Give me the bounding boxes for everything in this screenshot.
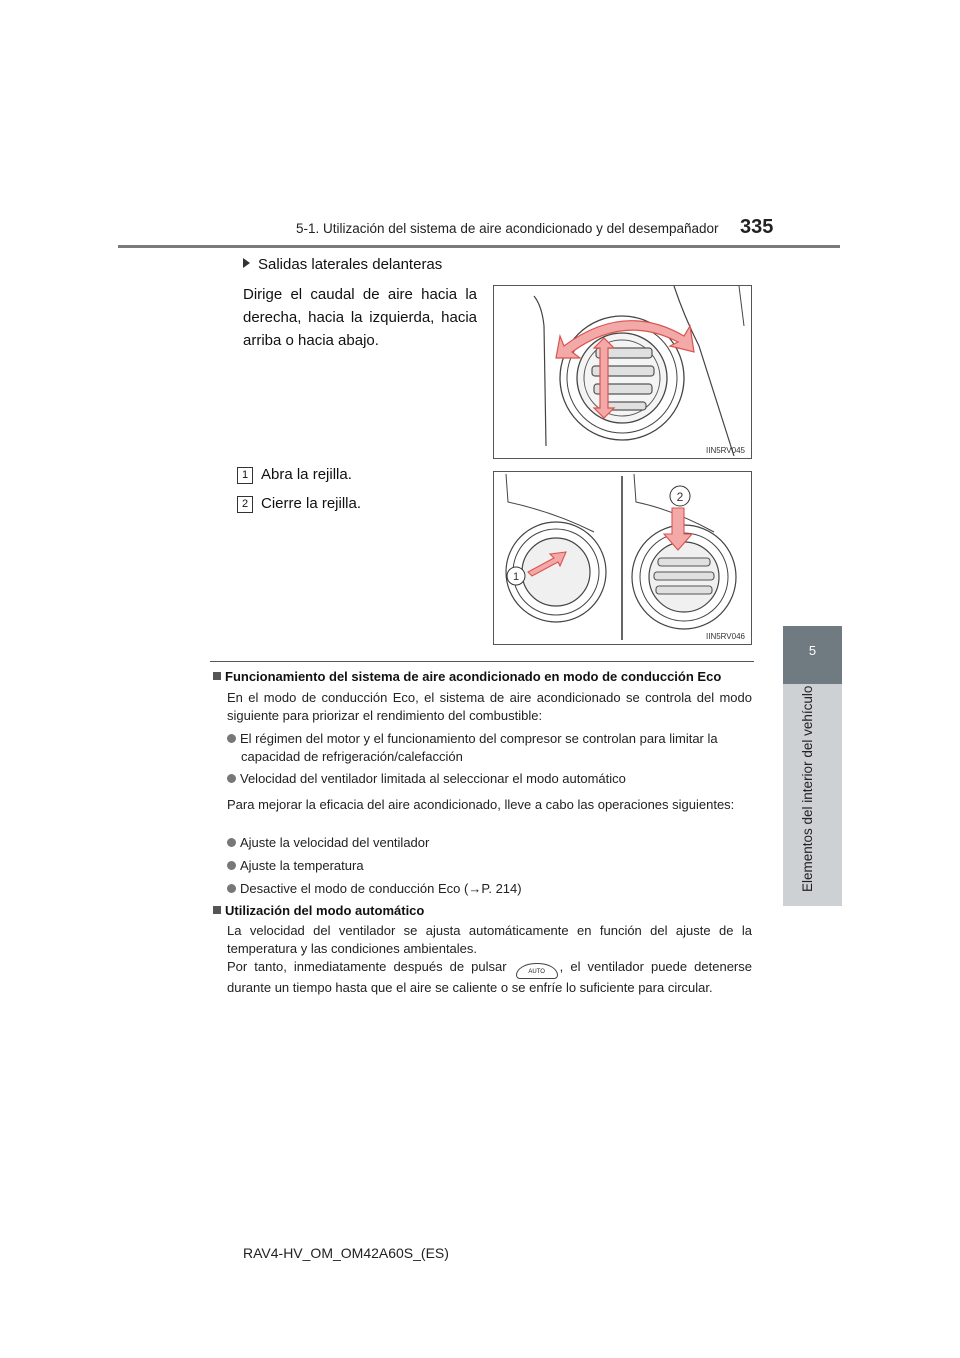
eco-intro: En el modo de conducción Eco, el sistema de aire acondicionado se controla del modo siguiente para priorizar el rendimiento del combustible: <box>227 690 752 723</box>
eco-improve: Para mejorar la eficacia del aire acondicionado, lleve a cabo las operaciones siguientes: <box>227 797 735 812</box>
bullet-dot-icon <box>227 861 236 870</box>
eco-bullet: El régimen del motor y el funcionamiento del compresor se controlan para limitar la capacidad de refrigeración/calefacción <box>227 730 766 766</box>
page-number: 335 <box>740 216 774 238</box>
step-close: 2 Cierre la rejilla. <box>237 495 361 513</box>
figure-code: IIN5RV045 <box>706 446 745 455</box>
step-open: 1 Abra la rejilla. <box>237 466 352 484</box>
eco-action: Desactive el modo de conducción Eco (→P. 214) <box>227 880 522 898</box>
eco-action: Ajuste la temperatura <box>227 857 364 875</box>
auto-text: La velocidad del ventilador se ajusta automáticamente en función del ajuste de la temperatura y las condiciones ambientales. <box>227 923 752 956</box>
document-code: RAV4-HV_OM_OM42A60S_(ES) <box>243 1245 449 1261</box>
square-bullet-icon <box>213 672 221 680</box>
eco-bullet: Velocidad del ventilador limitada al seleccionar el modo automático <box>227 770 752 788</box>
bullet-dot-icon <box>227 884 236 893</box>
vents-heading: Salidas laterales delanteras <box>243 256 442 273</box>
vent-direction-illustration <box>494 286 751 458</box>
figure-code: IIN5RV046 <box>706 632 745 641</box>
section-title: 5-1. Utilización del sistema de aire acondicionado y del desempañador <box>296 221 719 236</box>
auto-text-2: Por tanto, inmediatamente después de pulsar AUTO , el ventilador puede detenerse durante un tiempo hasta que el aire se caliente o se enfríe lo suficiente para circular. <box>227 959 752 995</box>
svg-text:1: 1 <box>512 571 520 583</box>
svg-text:2: 2 <box>676 490 684 504</box>
figure-vent-direction <box>493 285 752 459</box>
chapter-label: Elementos del interior del vehículo <box>800 685 815 892</box>
eco-heading: Funcionamiento del sistema de aire acondicionado en modo de conducción Eco <box>213 669 721 684</box>
square-bullet-icon <box>213 906 221 914</box>
vents-description: Dirige el caudal de aire hacia la derecha, hacia la izquierda, hacia arriba o hacia abajo. <box>243 286 477 349</box>
auto-button-icon: AUTO <box>516 963 558 979</box>
figure-vent-open-close <box>493 471 752 645</box>
triangle-bullet-icon <box>243 258 250 268</box>
vent-open-close-illustration <box>494 472 751 644</box>
bullet-dot-icon <box>227 734 236 743</box>
bullet-dot-icon <box>227 774 236 783</box>
chapter-number: 5 <box>808 643 817 658</box>
section-divider <box>210 661 754 662</box>
header-divider <box>118 245 840 248</box>
bullet-dot-icon <box>227 838 236 847</box>
auto-heading: Utilización del modo automático <box>213 903 424 918</box>
eco-action: Ajuste la velocidad del ventilador <box>227 834 429 852</box>
